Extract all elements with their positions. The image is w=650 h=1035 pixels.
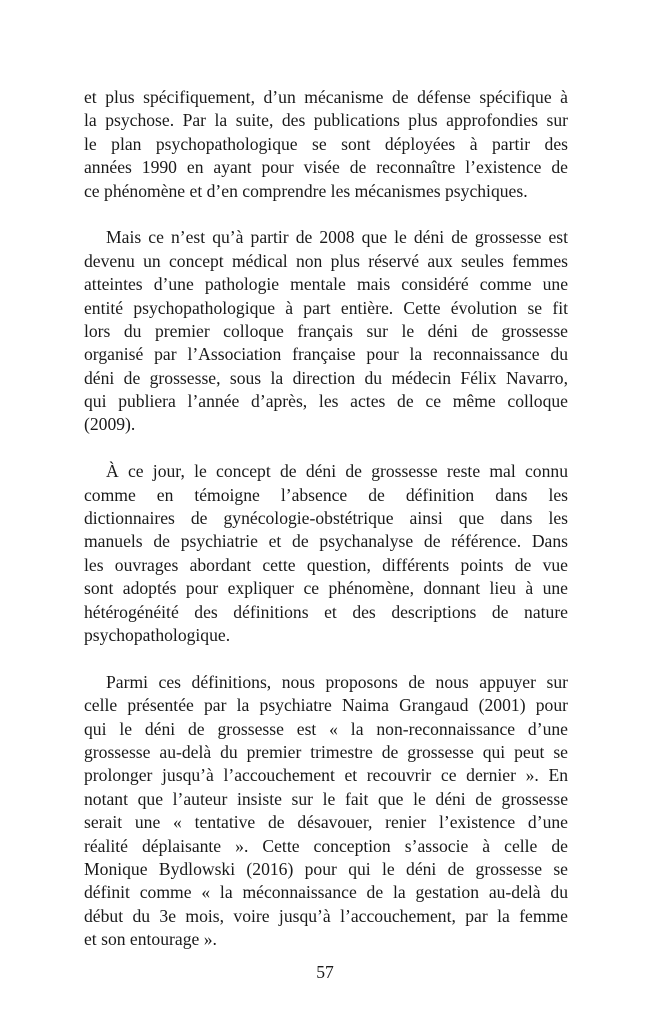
paragraph-1 <box>84 86 568 203</box>
paragraph-3 <box>84 460 568 647</box>
text-line: notant que l’auteur insiste sur le fait que le déni de grossesse <box>84 788 568 809</box>
text-line: psychopathologique. <box>84 624 231 645</box>
text-line: la psychose. Par la suite, des publications plus approfondies sur <box>84 110 568 131</box>
text-line: ce phénomène et d’en comprendre les mécanismes psychiques. <box>84 180 528 201</box>
text-line: celle présentée par la psychiatre Naima Grangaud (2001) pour <box>84 695 568 716</box>
text-line: (2009). <box>84 414 136 435</box>
page-number: 57 <box>316 962 334 982</box>
text-line: serait une « tentative de désavouer, renier l’existence d’une <box>84 812 568 833</box>
text-line: Monique Bydlowski (2016) pour qui le déni de grossesse se <box>84 858 568 879</box>
text-line: les ouvrages abordant cette question, différents points de vue <box>84 554 568 575</box>
text-line: grossesse au-delà du premier trimestre de grossesse qui peut se <box>84 741 568 762</box>
text-line: atteintes d’une pathologie mentale mais considéré comme une <box>84 274 568 295</box>
text-line: organisé par l’Association française pour la reconnaissance du <box>84 344 568 365</box>
text-line: prolonger jusqu’à l’accouchement et recouvrir ce dernier ». En <box>84 765 568 786</box>
text-line: début du 3e mois, voire jusqu’à l’accouchement, par la femme <box>84 905 568 926</box>
text-line: manuels de psychiatrie et de psychanalyse de référence. Dans <box>84 531 568 552</box>
text-line: dictionnaires de gynécologie-obstétrique ainsi que dans les <box>84 508 568 529</box>
body-text <box>84 86 568 951</box>
text-line: et son entourage ». <box>84 929 217 950</box>
text-line: hétérogénéité des définitions et des descriptions de nature <box>84 601 568 622</box>
text-line: années 1990 en ayant pour visée de reconnaître l’existence de <box>84 157 568 178</box>
text-line: déni de grossesse, sous la direction du médecin Félix Navarro, <box>84 367 568 388</box>
paragraph-2 <box>84 226 568 437</box>
text-line: qui publiera l’année d’après, les actes de ce même colloque <box>84 391 568 412</box>
text-line: lors du premier colloque français sur le déni de grossesse <box>84 320 568 341</box>
text-line: Mais ce n’est qu’à partir de 2008 que le déni de grossesse est <box>106 227 568 248</box>
paragraph-4 <box>84 671 568 952</box>
text-line: définit comme « la méconnaissance de la gestation au-delà du <box>84 882 568 903</box>
text-line: et plus spécifiquement, d’un mécanisme de défense spécifique à <box>84 87 568 107</box>
text-line: qui le déni de grossesse est « la non-reconnaissance d’une <box>84 718 568 739</box>
text-line: le plan psychopathologique se sont déployées à partir des <box>84 133 568 154</box>
text-line: réalité déplaisante ». Cette conception s’associe à celle de <box>84 835 568 856</box>
text-line: entité psychopathologique à part entière. Cette évolution se fit <box>84 297 568 318</box>
text-line: comme en témoigne l’absence de définition dans les <box>84 484 568 505</box>
text-line: À ce jour, le concept de déni de grossesse reste mal connu <box>106 461 568 482</box>
text-line: devenu un concept médical non plus réservé aux seules femmes <box>84 250 568 271</box>
text-line: sont adoptés pour expliquer ce phénomène, donnant lieu à une <box>84 578 568 599</box>
text-line: Parmi ces définitions, nous proposons de nous appuyer sur <box>106 671 568 692</box>
